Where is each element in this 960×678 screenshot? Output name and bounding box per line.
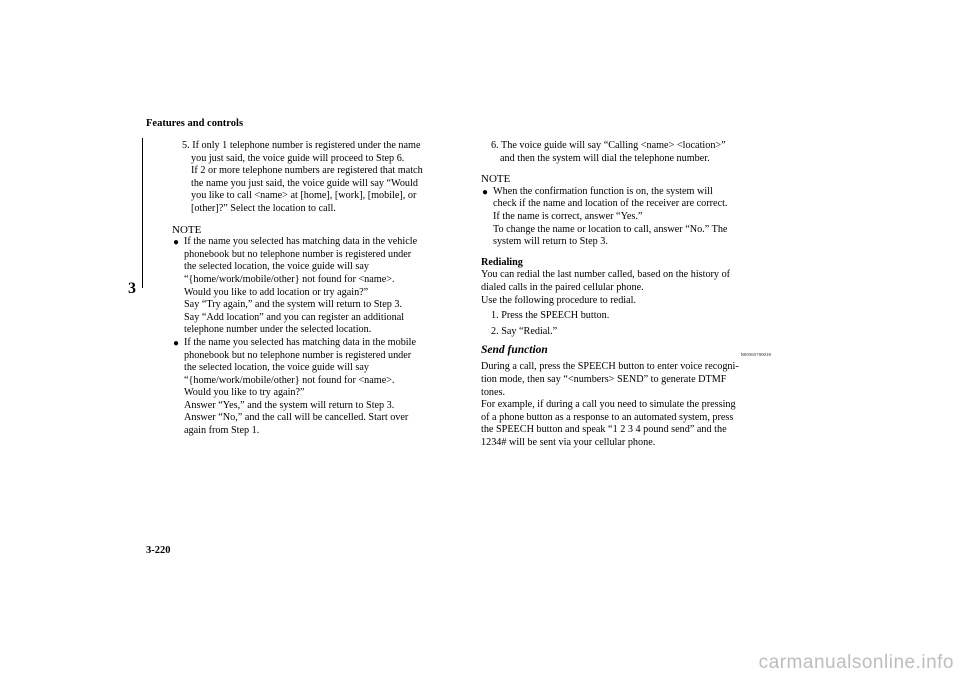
page-number: 3-220 bbox=[146, 545, 171, 556]
send-function-title: Send function bbox=[481, 344, 548, 357]
redial-step-1: 1. Press the SPEECH button. bbox=[491, 310, 610, 322]
step-6: 6. The voice guide will say “Calling <name> <location>” and then the system will dial the telephone number. bbox=[491, 140, 726, 164]
note-heading: NOTE bbox=[481, 173, 511, 186]
filled-circle-icon: ● bbox=[173, 337, 180, 349]
redialing-heading: Redialing bbox=[481, 256, 523, 268]
send-function-heading bbox=[481, 344, 771, 361]
redialing-text: You can redial the last number called, based on the history of dialed calls in the paired cellular phone. Use the following procedure to redial. bbox=[481, 269, 731, 306]
filled-circle-icon: ● bbox=[173, 237, 180, 249]
note-bullet-confirmation: ● When the confirmation function is on, the system will check if the name and location of the receiver are correct. If the name is correct, answer “Yes.” To change the name or location to call, answer “No.” The system will return to Step 3. bbox=[482, 185, 728, 248]
note-bullet-mobile-phonebook: ● If the name you selected has matching data in the mobile phonebook but no telephone number is registered under the selected location, the voice guide will say “{home/work/mobile/other} not found for <name>. Would you like to try again?” Answer “Yes,” and the system will return to Step 3. Answer “No,” and the call will be cancelled. Start over again from Step 1. bbox=[173, 336, 416, 437]
left-column bbox=[172, 140, 462, 438]
watermark: carmanualsonline.info bbox=[758, 652, 954, 673]
note-bullet-vehicle-phonebook: ● If the name you selected has matching data in the vehicle phonebook but no telephone number is registered under the selected location, the voice guide will say “{home/work/mobile/other} not found for <name>. Would you like to add location or try again?” Say “Try again,” and the system will return to Step 3. Say “Add location” and you can register an additional telephone number under the selected location. bbox=[173, 236, 418, 336]
right-column bbox=[481, 140, 771, 449]
redial-step-2: 2. Say “Redial.” bbox=[491, 325, 558, 337]
filled-circle-icon: ● bbox=[482, 186, 489, 198]
send-function-text: During a call, press the SPEECH button to enter voice recogni- tion mode, then say “<numbers> SEND” to generate DTMF tones. For example, if during a call you need to simulate the pressing of a phone button as a response to an automated system, press the SPEECH button and speak “1 2 3 4 pound send” and the 1234# will be sent via your cellular phone. bbox=[481, 361, 739, 448]
note-heading: NOTE bbox=[172, 223, 202, 236]
section-code: N00565700018 bbox=[740, 352, 771, 358]
chapter-tab bbox=[0, 138, 143, 297]
chapter-number: 3 bbox=[128, 280, 136, 297]
step-5: 5. If only 1 telephone number is registered under the name you just said, the voice guide will proceed to Step 6. If 2 or more telephone numbers are registered that match the name you just said, the voice guide will say “Would you like to call <name> at [home], [work], [mobile], or [other]?” Select the location to call. bbox=[182, 140, 423, 214]
page-header-title: Features and controls bbox=[146, 118, 244, 129]
